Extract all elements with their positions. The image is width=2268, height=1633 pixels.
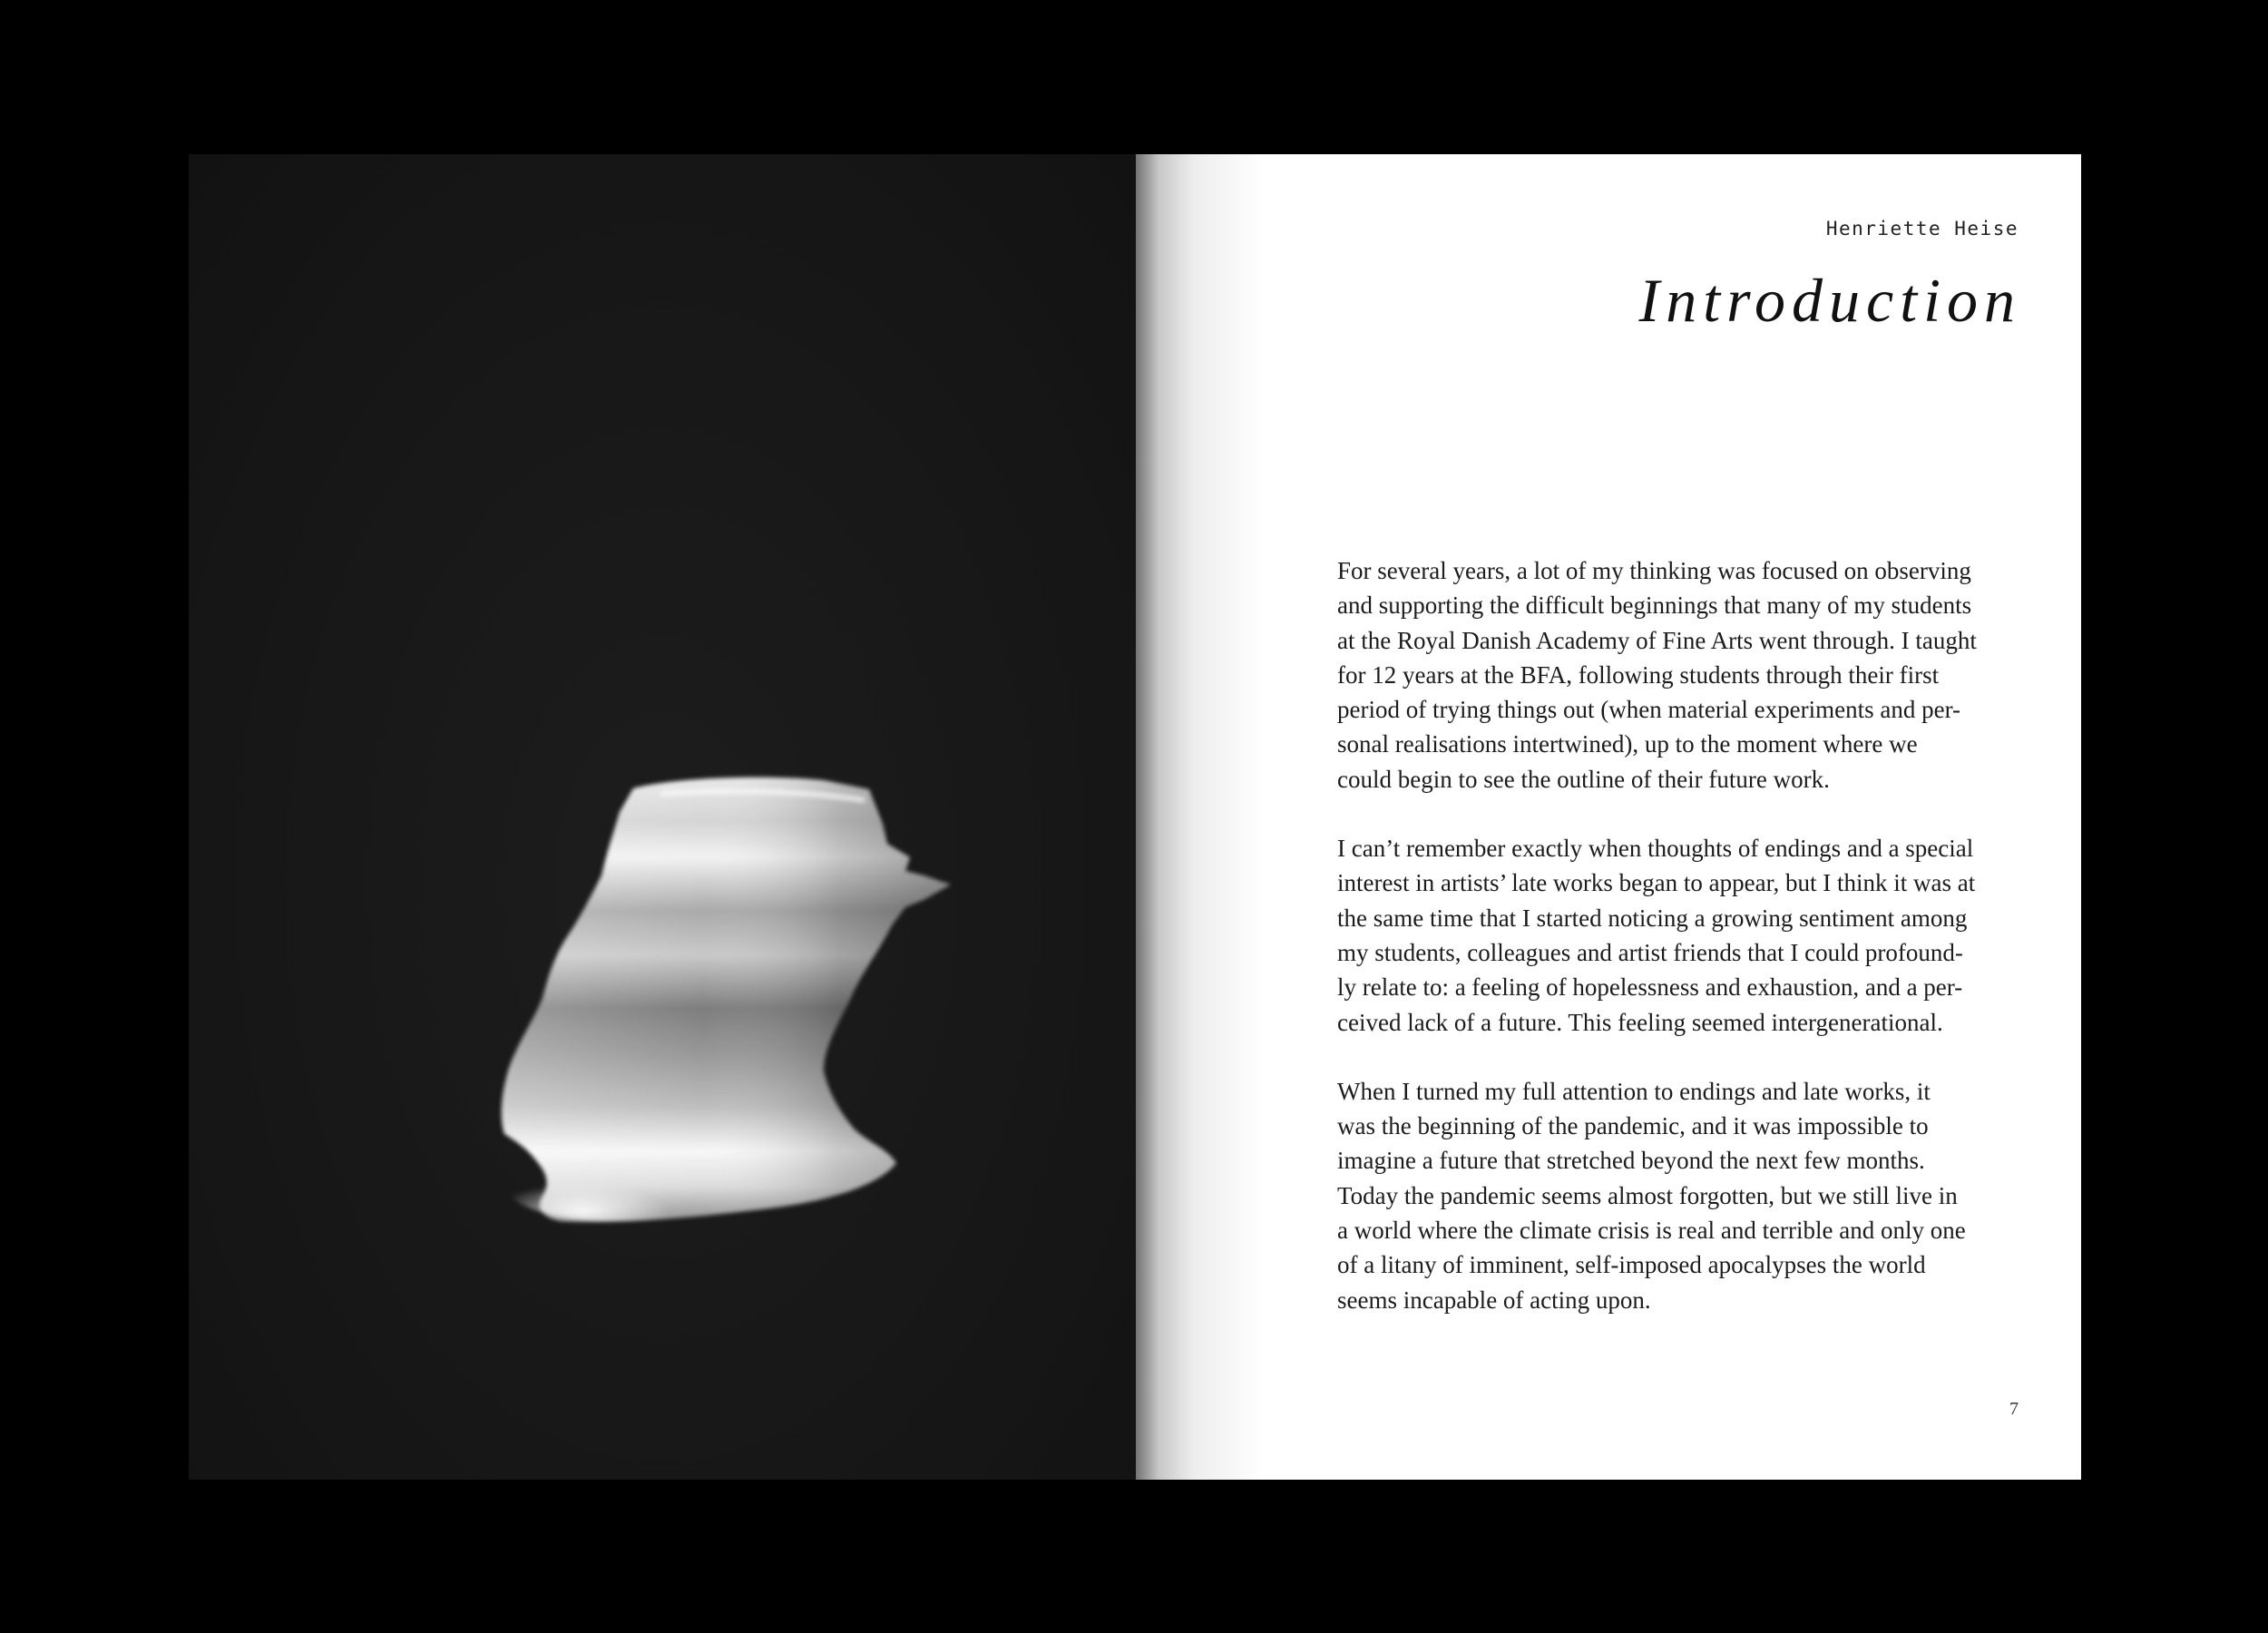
gutter-shadow bbox=[1136, 154, 1263, 1480]
page-number: 7 bbox=[2009, 1399, 2019, 1419]
abstract-vase-photo bbox=[189, 154, 1136, 1480]
paragraph-3: When I turned my full attention to endings and late works, it was the beginning of the pandemic, and it was impossible to imagine a future that stretched beyond the next few months. Today the pandemic seems almost forgotten, but we still live in a world where the climate crisis is real and terrible and only one of a litany of imminent, self-imposed apocalypses the world seems incapable of acting upon. bbox=[1337, 1077, 1966, 1314]
left-page-photo bbox=[189, 154, 1136, 1480]
paragraph-2: I can’t remember exactly when thoughts of endings and a special interest in artists’ late works began to appear, but I think it was at the same time that I started noticing a growing sentiment among my students, colleagues and artist friends that I could profound- ly relate to: a feeling of hopelessness and exhaustion, and a per- ceived lack of a future. This feeling seemed intergenerational. bbox=[1337, 835, 1976, 1036]
author-name: Henriette Heise bbox=[1825, 218, 2019, 240]
book-spread bbox=[189, 154, 2081, 1480]
chapter-title: Introduction bbox=[1638, 266, 2021, 335]
body-text bbox=[1337, 553, 2027, 1352]
right-page-text bbox=[1136, 154, 2081, 1480]
paragraph-1: For several years, a lot of my thinking was focused on observing and supporting the difficult beginnings that many of my students at the Royal Danish Academy of Fine Arts went through. I taught for 12 years at the BFA, following students through their first period of trying things out (when material experiments and per- sonal realisations intertwined), up to the moment where we could begin to see the outline of their future work. bbox=[1337, 557, 1977, 793]
